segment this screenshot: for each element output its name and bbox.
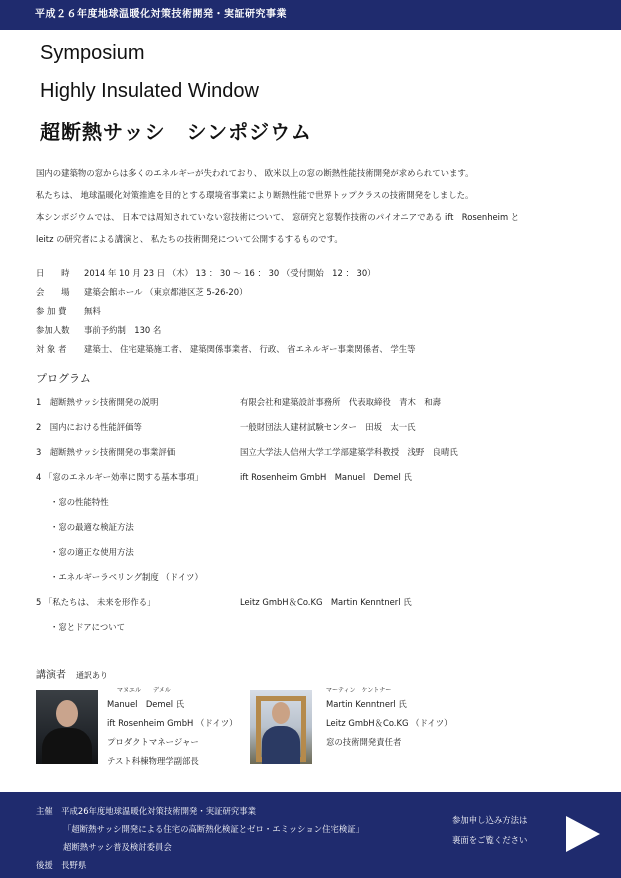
intro-text [36, 162, 596, 250]
intro-line: leitz の研究者による講演と、 私たちの技術開発について公開するするものです。 [36, 234, 343, 244]
info-value: 2014 年 10 月 23 日 （木） 13 ： 30 ～ 16 ： 30 （受付開始 12 ： 30） [84, 268, 376, 278]
speaker-role: プロダクトマネージャー [107, 737, 199, 747]
info-key: 対 象 者 [36, 344, 67, 354]
program-item [36, 392, 596, 417]
info-value: 建築会館ホール （東京都港区芝 5-26-20） [84, 287, 248, 297]
program-subitem [36, 492, 596, 517]
intro-line: 国内の建築物の窓からは多くのエネルギーが失われており、 欧米以上の窓の断熱性能技術開発が求められています。 [36, 168, 474, 178]
program-subtitle: ・窓の適正な使用方法 [50, 547, 134, 557]
program-title: 5 「私たちは、 未来を形作る」 [36, 597, 156, 607]
program-title: 3 超断熱サッシ技術開発の事業評価 [36, 447, 176, 457]
speaker-photo-demel [36, 690, 98, 764]
speaker-ruby: マヌエル デメル [117, 687, 171, 694]
info-value: 事前予約制 130 名 [84, 325, 162, 335]
info-key: 日 時 [36, 268, 70, 278]
speaker-ruby: マーティン ケントナー [326, 687, 392, 694]
speaker-name: Martin Kenntnerl 氏 [326, 699, 407, 709]
project-line: 「超断熱サッシ開発による住宅の高断熱化検証とゼロ・エミッション住宅検証」 [63, 824, 364, 834]
program-heading: プログラム [36, 372, 91, 385]
program-item [36, 417, 596, 442]
apply-line: 参加申し込み方法は [452, 815, 528, 825]
intro-line: 本シンポジウムでは、 日本では周知されていない窓技術について、 窓研究と窓製作技術のパイオニアである ift Rosenheim と [36, 212, 520, 222]
program-subtitle: ・窓の性能特性 [50, 497, 109, 507]
apply-line: 裏面をご覧ください [452, 835, 528, 845]
speaker-photo-kenntnerl [250, 690, 312, 764]
interpretation-note: 通訳あり [76, 671, 108, 680]
speaker-role: 窓の技術開発責任者 [326, 737, 402, 747]
speaker-name: Manuel Demel 氏 [107, 699, 185, 709]
program-item [36, 442, 596, 467]
info-key: 参加人数 [36, 325, 70, 335]
program-subtitle: ・エネルギーラベリング制度 （ドイツ） [50, 572, 203, 582]
info-row-venue [36, 283, 596, 302]
info-row-target [36, 340, 596, 359]
info-row-fee [36, 302, 596, 321]
header-label: 平成２６年度地球温暖化対策技術開発・実証研究事業 [35, 9, 287, 20]
speakers-title: 講演者 [36, 670, 66, 681]
program-subitem [36, 617, 596, 642]
title-symposium: Symposium [40, 42, 145, 64]
speakers-heading [36, 666, 108, 681]
program-list [36, 392, 596, 642]
info-value: 建築士、 住宅建築施工者、 建築関係事業者、 行政、 省エネルギー事業関係者、 学生等 [84, 344, 416, 354]
program-item [36, 467, 596, 492]
program-title: 2 国内における性能評価等 [36, 422, 142, 432]
info-key: 会 場 [36, 287, 70, 297]
info-row-date [36, 264, 596, 283]
speaker-role: テスト科棟物理学副部長 [107, 756, 199, 766]
program-speaker: 一般財団法人建材試験センター 田坂 太一氏 [240, 422, 416, 432]
program-speaker: 有限会社和建築設計事務所 代表取締役 青木 和壽 [240, 397, 441, 407]
info-key: 参 加 費 [36, 306, 67, 316]
program-speaker: 国立大学法人信州大学工学部建築学科教授 浅野 良晴氏 [240, 447, 458, 457]
event-info [36, 264, 596, 359]
program-speaker: Leitz GmbH＆Co.KG Martin Kenntnerl 氏 [240, 597, 412, 607]
footer-bar [0, 792, 621, 878]
program-title: 1 超断熱サッシ技術開発の説明 [36, 397, 159, 407]
speaker-org: Leitz GmbH＆Co.KG （ドイツ） [326, 718, 453, 728]
organizer-block [36, 802, 364, 874]
program-subitem [36, 567, 596, 592]
intro-line: 私たちは、 地球温暖化対策推進を目的とする環境省事業により断熱性能で世界トップクラスの技術開発をしました。 [36, 190, 474, 200]
speaker-card-kenntnerl [326, 686, 453, 752]
program-item [36, 592, 596, 617]
play-arrow-icon[interactable] [566, 816, 600, 852]
program-subitem [36, 542, 596, 567]
organizer-line: 主催 平成26年度地球温暖化対策技術開発・実証研究事業 [36, 806, 257, 816]
speaker-org: ift Rosenheim GmbH （ドイツ） [107, 718, 238, 728]
info-row-capacity [36, 321, 596, 340]
program-speaker: ift Rosenheim GmbH Manuel Demel 氏 [240, 472, 412, 482]
apply-note [452, 810, 527, 850]
title-japanese: 超断熱サッシ シンポジウム [40, 120, 312, 144]
program-subtitle: ・窓とドアについて [50, 622, 125, 632]
title-english: Highly Insulated Window [40, 80, 259, 102]
program-title: 4 「窓のエネルギー効率に関する基本事項」 [36, 472, 204, 482]
header-bar [0, 0, 621, 30]
support-line: 後援 長野県 [36, 860, 87, 870]
committee-line: 超断熱サッシ普及検討委員会 [63, 842, 172, 852]
program-subitem [36, 517, 596, 542]
program-subtitle: ・窓の最適な検証方法 [50, 522, 134, 532]
speaker-card-demel [107, 686, 237, 771]
info-value: 無料 [84, 306, 101, 316]
